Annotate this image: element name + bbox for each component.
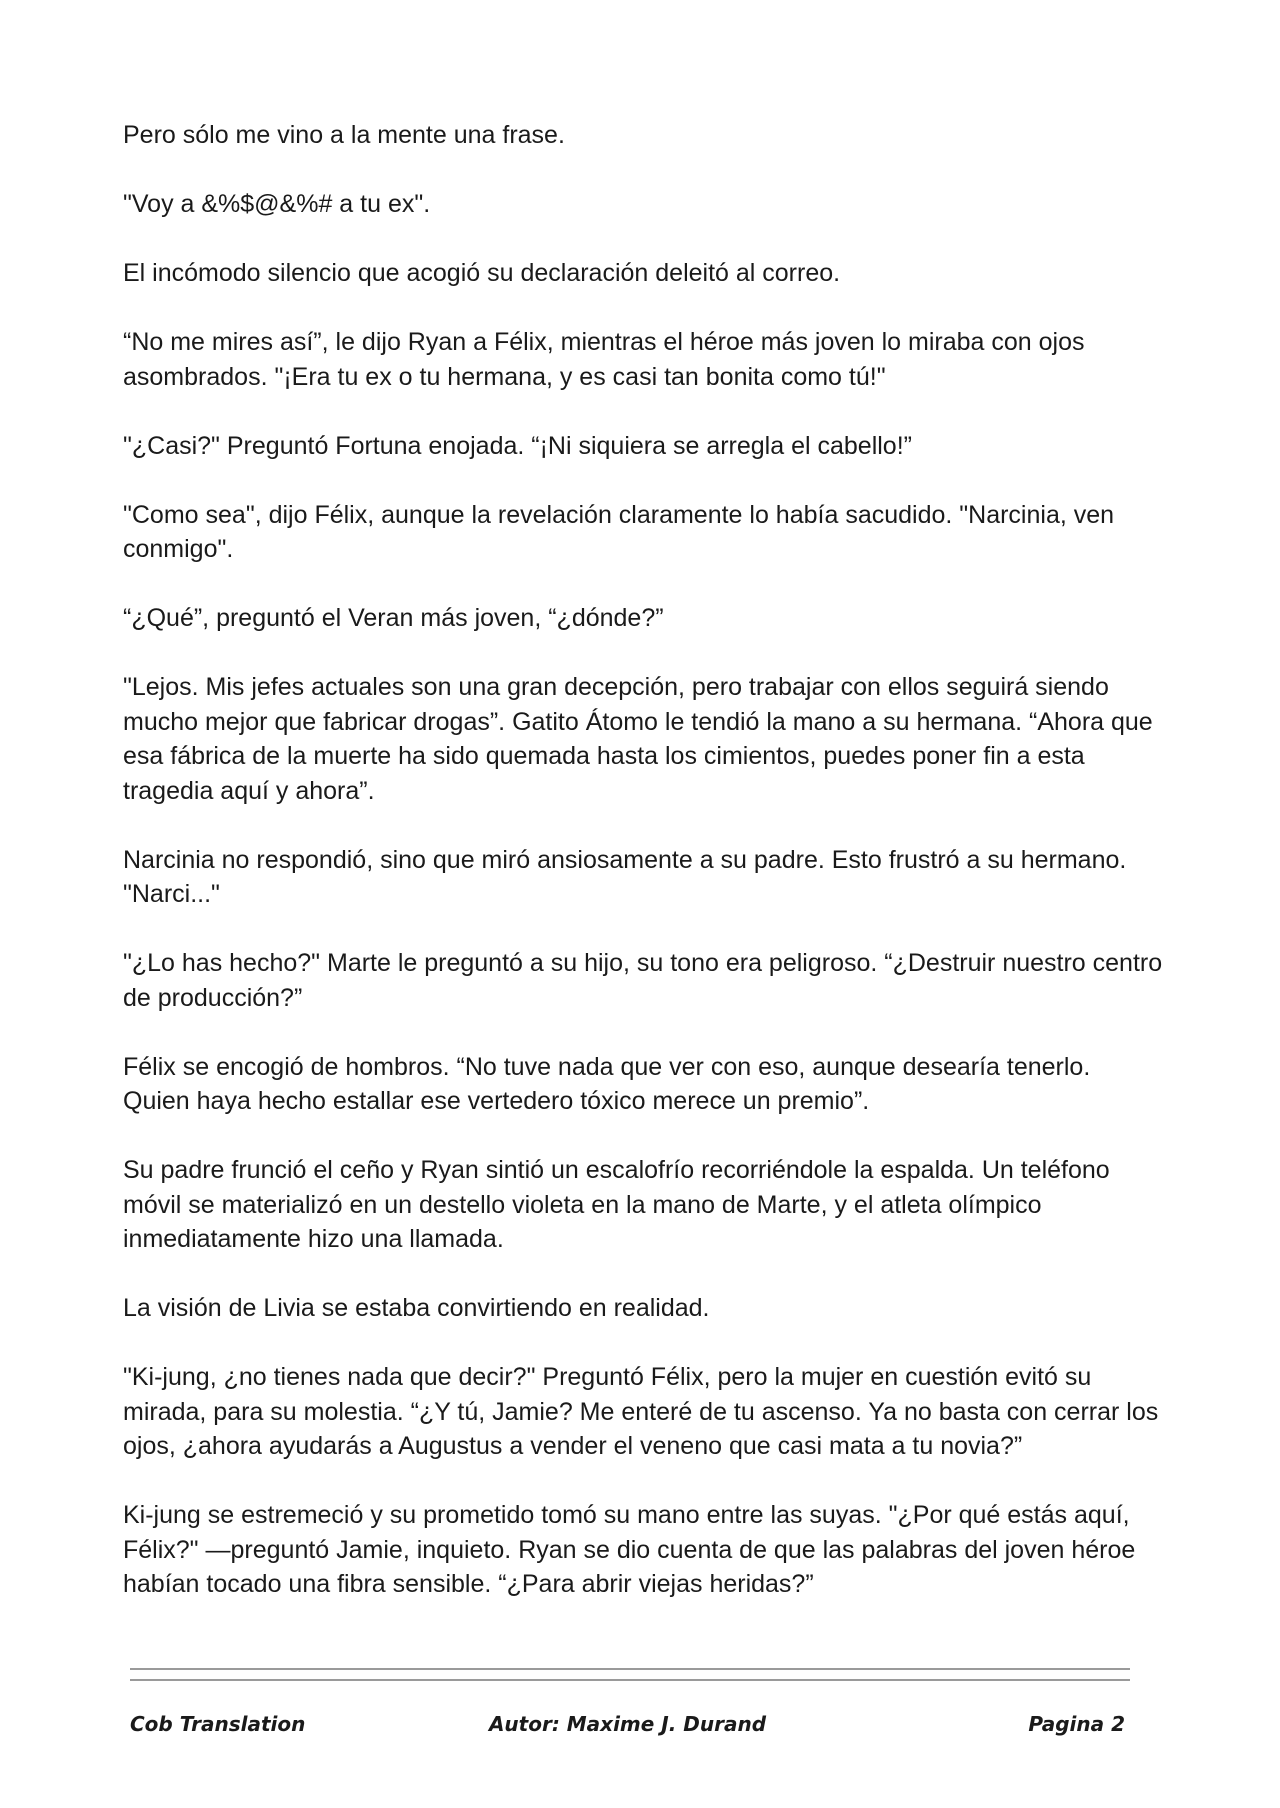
paragraph: "Ki-jung, ¿no tienes nada que decir?" Preguntó Félix, pero la mujer en cuestión evitó su mirada, para su molestia. “¿Y tú, Jamie? Me enteré de tu ascenso. Ya no basta con cerrar los ojos, ¿ahora ayudarás a Augustus a vender el veneno que casi mata a tu novia?” [123, 1363, 1159, 1460]
paragraph: Su padre frunció el ceño y Ryan sintió un escalofrío recorriéndole la espalda. Un teléfono móvil se materializó en un destello violeta en la mano de Marte, y el atleta olímpico inmediatamente hizo una llamada. [123, 1156, 1110, 1253]
paragraph: La visión de Livia se estaba convirtiendo en realidad. [123, 1294, 710, 1322]
footer-author: Autor: Maxime J. Durand [488, 1712, 767, 1736]
page-footer [130, 1712, 1125, 1742]
footer-page-number: Pagina 2 [1028, 1712, 1125, 1736]
paragraph: "Como sea", dijo Félix, aunque la revelación claramente lo había sacudido. "Narcinia, ven conmigo". [123, 500, 1115, 563]
paragraph: "Lejos. Mis jefes actuales son una gran decepción, pero trabajar con ellos seguirá siendo mucho mejor que fabricar drogas”. Gatito Átomo le tendió la mano a su hermana. “Ahora que esa fábrica de la muerte ha sido quemada hasta los cimientos, puedes poner fin a esta tragedia aquí y ahora”. [123, 673, 1153, 805]
footer-rule-top [130, 1668, 1130, 1670]
paragraph: "¿Casi?" Preguntó Fortuna enojada. “¡Ni siquiera se arregla el cabello!” [123, 431, 912, 460]
paragraph: El incómodo silencio que acogió su declaración deleitó al correo. [123, 259, 841, 287]
paragraph: "Voy a &%$@&%# a tu ex". [123, 190, 431, 218]
footer-rule-bottom [130, 1679, 1130, 1681]
paragraph: Narcinia no respondió, sino que miró ansiosamente a su padre. Esto frustró a su hermano. "Narci..." [123, 845, 1127, 908]
paragraph: "¿Lo has hecho?" Marte le preguntó a su hijo, su tono era peligroso. “¿Destruir nuestro centro de producción?” [123, 949, 1163, 1012]
paragraph: Pero sólo me vino a la mente una frase. [123, 121, 565, 149]
paragraph: “¿Qué”, preguntó el Veran más joven, “¿dónde?” [123, 604, 664, 632]
paragraph: “No me mires así”, le dijo Ryan a Félix, mientras el héroe más joven lo miraba con ojos asombrados. "¡Era tu ex o tu hermana, y es casi tan bonita como tú!" [123, 328, 1085, 391]
paragraph: Félix se encogió de hombros. “No tuve nada que ver con eso, aunque desearía tenerlo. Quien haya hecho estallar ese vertedero tóxico merece un premio”. [123, 1052, 1091, 1115]
footer-divider [130, 1668, 1130, 1681]
paragraph: Ki-jung se estremeció y su prometido tomó su mano entre las suyas. "¿Por qué estás aquí, Félix?" —preguntó Jamie, inquieto. Ryan se dio cuenta de que las palabras del joven héroe habían tocado una fibra sensible. “¿Para abrir viejas heridas?” [123, 1501, 1136, 1598]
body-text [123, 118, 1163, 1636]
footer-translator: Cob Translation [130, 1712, 306, 1736]
